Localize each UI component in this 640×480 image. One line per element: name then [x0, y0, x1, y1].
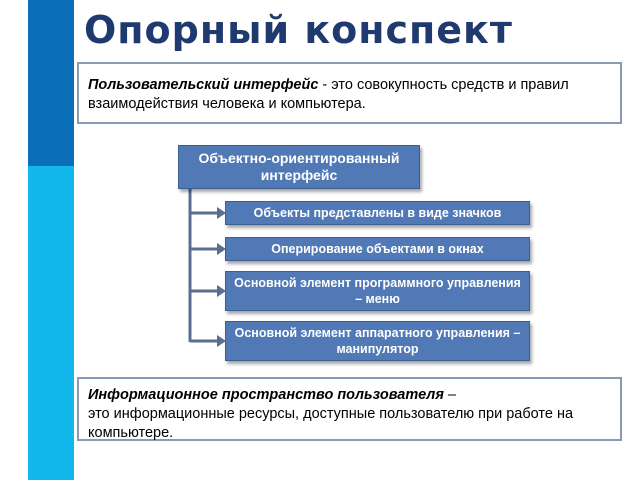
diagram-item: Объекты представлены в виде значков	[225, 201, 530, 225]
diagram-item: Основной элемент программного управления – меню	[225, 271, 530, 311]
diagram-main-block: Объектно-ориентированный интерфейс	[178, 145, 420, 189]
definition-text: - это совокупность средств и правил взаимодействия человека и компьютера.	[88, 77, 569, 112]
diagram-item: Основной элемент аппаратного управления – манипулятор	[225, 321, 530, 361]
definition-dash: –	[443, 387, 456, 403]
definition-box-bottom	[77, 377, 622, 441]
page-title: Опорный конспект	[84, 8, 513, 52]
definition-term: Информационное пространство пользователя	[88, 387, 444, 403]
diagram-item: Оперирование объектами в окнах	[225, 237, 530, 261]
definition-text: это информационные ресурсы, доступные пользователю при работе на компьютере.	[88, 406, 574, 441]
definition-term: Пользовательский интерфейс	[88, 77, 319, 93]
